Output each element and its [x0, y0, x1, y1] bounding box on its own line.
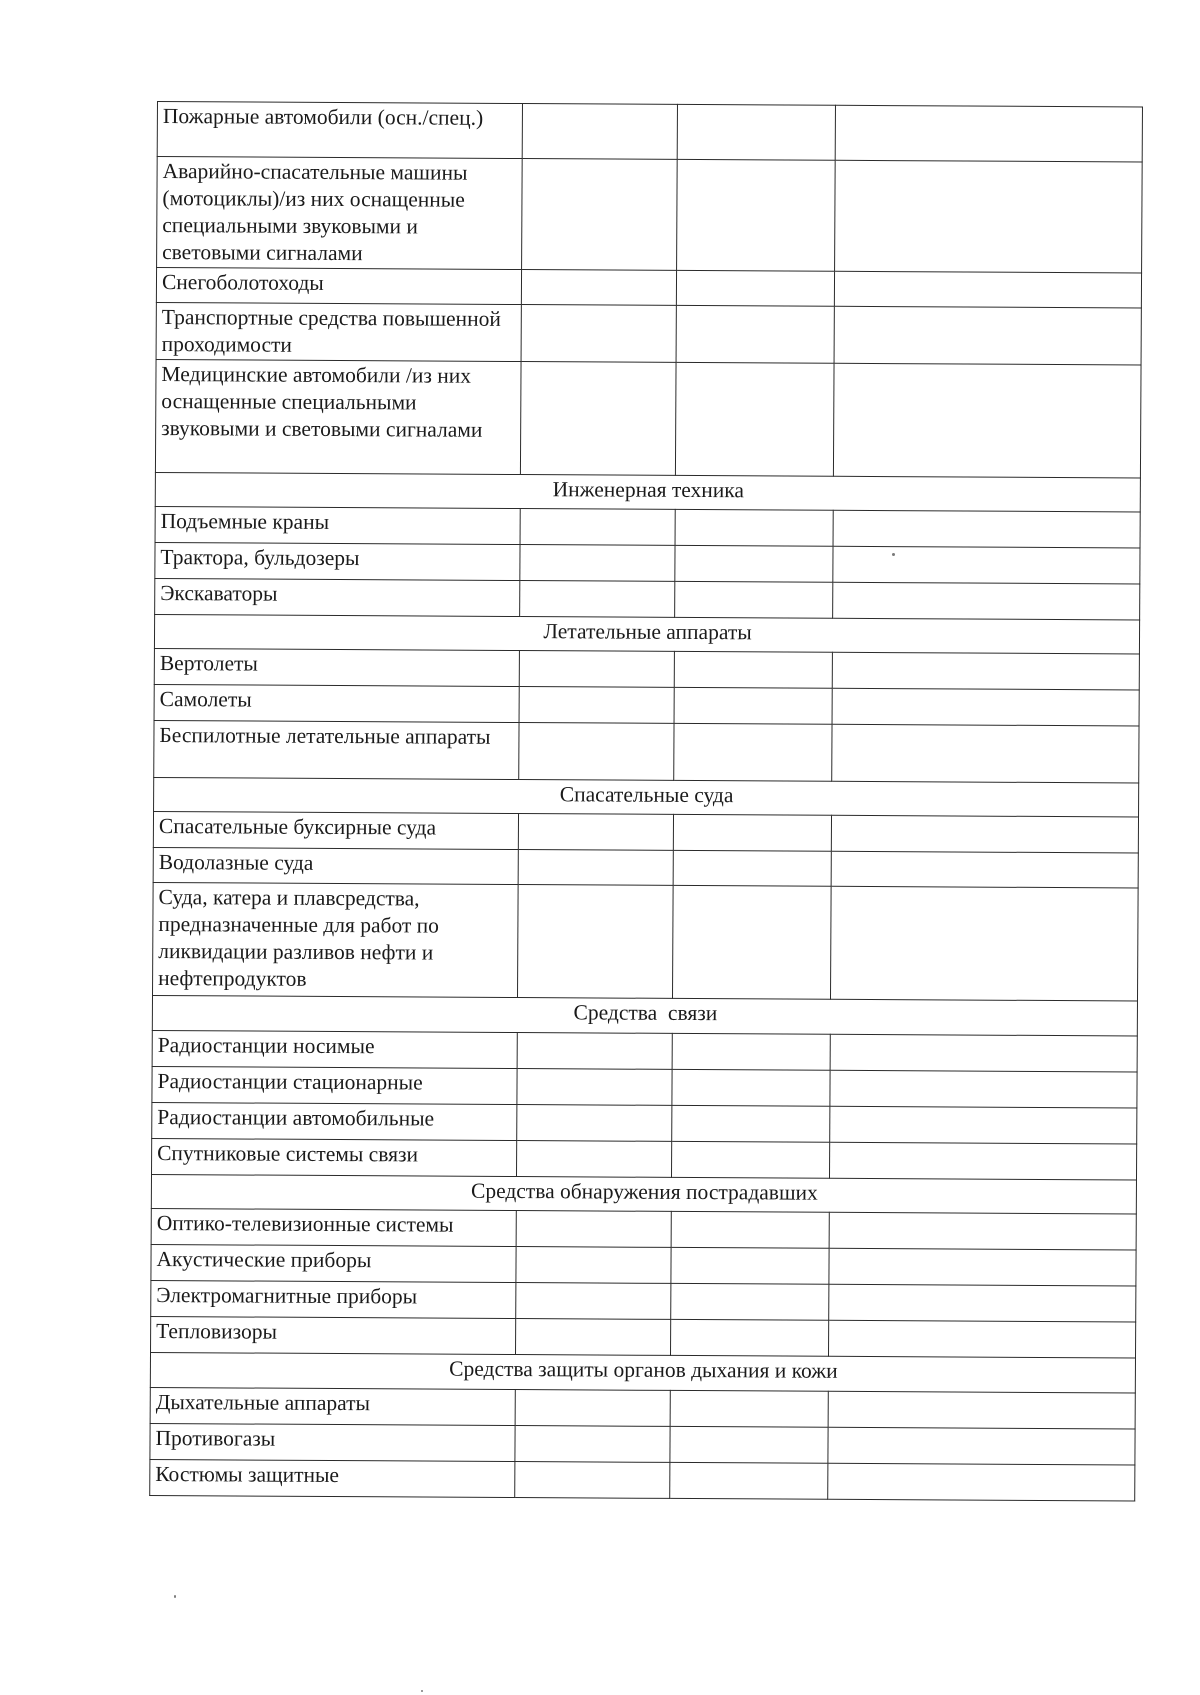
row-label: Беспилотные летательные аппараты [154, 720, 519, 779]
value-cell[interactable] [672, 885, 831, 999]
value-cell[interactable] [672, 1033, 830, 1070]
row-label: Спасательные буксирные суда [153, 811, 518, 849]
value-cell[interactable] [675, 581, 833, 618]
value-cell[interactable] [516, 1319, 671, 1356]
value-cell[interactable] [517, 1069, 672, 1106]
value-cell[interactable] [833, 546, 1140, 584]
value-cell[interactable] [516, 1211, 671, 1248]
section-header: Спасательные суда [154, 777, 1139, 817]
value-cell[interactable] [832, 652, 1139, 690]
value-cell[interactable] [519, 723, 674, 781]
value-cell[interactable] [671, 1247, 829, 1284]
table-row [157, 102, 1142, 163]
section-row [150, 1352, 1135, 1393]
table-row [154, 648, 1139, 690]
row-label: Водолазные суда [153, 847, 518, 884]
row-label: Аварийно-спасательные машины (мотоциклы)/из них оснащенные специальными звуковыми и световыми сигналами [157, 157, 523, 270]
section-row [151, 1174, 1136, 1214]
table-row [155, 359, 1141, 477]
value-cell[interactable] [832, 724, 1139, 783]
table-row [150, 1459, 1135, 1501]
table-row [156, 268, 1141, 309]
row-label: Экскаваторы [155, 578, 520, 616]
value-cell[interactable] [834, 271, 1141, 308]
value-cell[interactable] [832, 688, 1139, 726]
scan-speck [421, 1690, 423, 1692]
row-label: Костюмы защитные [150, 1459, 515, 1497]
value-cell[interactable] [675, 509, 833, 546]
value-cell[interactable] [515, 1462, 670, 1499]
value-cell[interactable] [517, 1105, 672, 1142]
value-cell[interactable] [828, 1427, 1135, 1465]
row-label: Подъемные краны [155, 506, 520, 544]
value-cell[interactable] [671, 1211, 829, 1248]
value-cell[interactable] [829, 1248, 1136, 1286]
section-header: Средства связи [152, 995, 1137, 1036]
row-label: Тепловизоры [151, 1316, 516, 1354]
row-label: Суда, катера и плавсредства, предназначенные для работ по ликвидации разливов нефти и нефтепродуктов [153, 882, 519, 997]
value-cell[interactable] [829, 1284, 1136, 1322]
value-cell[interactable] [671, 1283, 829, 1320]
value-cell[interactable] [676, 270, 834, 306]
section-header: Средства защиты органов дыхания и кожи [150, 1352, 1135, 1393]
section-row [154, 777, 1139, 817]
value-cell[interactable] [518, 814, 673, 851]
section-row [155, 472, 1140, 512]
value-cell[interactable] [828, 1463, 1135, 1501]
scan-speck [174, 1595, 176, 1598]
value-cell[interactable] [674, 651, 832, 688]
table-row [153, 811, 1138, 853]
table-row [157, 157, 1143, 273]
value-cell[interactable] [670, 1462, 828, 1499]
value-cell[interactable] [673, 850, 831, 886]
table-row [155, 578, 1140, 620]
table-row [152, 1138, 1137, 1180]
value-cell[interactable] [675, 362, 834, 476]
table-row [154, 684, 1139, 726]
table-row [152, 1030, 1137, 1072]
table-row [152, 1066, 1137, 1108]
section-row [154, 614, 1139, 654]
value-cell[interactable] [672, 1105, 830, 1142]
row-label: Снегоболотоходы [156, 268, 521, 305]
row-label: Спутниковые системы связи [152, 1138, 517, 1176]
value-cell[interactable] [830, 1106, 1137, 1144]
section-row [152, 995, 1137, 1036]
value-cell[interactable] [829, 1142, 1136, 1180]
value-cell[interactable] [831, 815, 1138, 853]
value-cell[interactable] [522, 159, 678, 271]
value-cell[interactable] [515, 1426, 670, 1463]
value-cell[interactable] [830, 1034, 1137, 1072]
section-header: Летательные аппараты [154, 614, 1139, 654]
table-row [150, 1387, 1135, 1429]
row-label: Электромагнитные приборы [151, 1280, 516, 1318]
value-cell[interactable] [521, 270, 676, 306]
row-label: Акустические приборы [151, 1244, 516, 1282]
value-cell[interactable] [520, 362, 676, 476]
value-cell[interactable] [517, 885, 673, 999]
row-label: Пожарные автомобили (осн./спец.) [157, 102, 522, 159]
row-label: Транспортные средства повышенной проходимости [156, 302, 521, 361]
table-row [151, 1316, 1136, 1358]
value-cell[interactable] [830, 886, 1138, 1001]
row-label: Самолеты [154, 684, 519, 722]
value-cell[interactable] [672, 1069, 830, 1106]
value-cell[interactable] [520, 509, 675, 546]
row-label: Радиостанции автомобильные [152, 1102, 517, 1140]
value-cell[interactable] [516, 1283, 671, 1320]
value-cell[interactable] [830, 1070, 1137, 1108]
row-label: Трактора, бульдозеры [155, 542, 520, 580]
row-label: Вертолеты [154, 648, 519, 686]
table-row [151, 1244, 1136, 1286]
value-cell[interactable] [516, 1141, 671, 1178]
value-cell[interactable] [674, 723, 832, 781]
value-cell[interactable] [674, 687, 832, 724]
value-cell[interactable] [520, 581, 675, 618]
value-cell[interactable] [670, 1426, 828, 1463]
value-cell[interactable] [673, 814, 831, 851]
scan-speck [892, 553, 895, 556]
value-cell[interactable] [520, 545, 675, 582]
table-row [153, 847, 1138, 888]
value-cell[interactable] [521, 305, 676, 363]
value-cell[interactable] [677, 104, 835, 160]
row-label: Радиостанции стационарные [152, 1066, 517, 1104]
table-row [151, 1280, 1136, 1322]
value-cell[interactable] [676, 305, 834, 363]
value-cell[interactable] [828, 1320, 1135, 1358]
value-cell[interactable] [522, 104, 677, 160]
form-sheet [149, 101, 1142, 1501]
table-row [154, 720, 1139, 783]
equipment-table [149, 101, 1143, 1501]
value-cell[interactable] [671, 1319, 829, 1356]
value-cell[interactable] [829, 1212, 1136, 1250]
value-cell[interactable] [835, 160, 1143, 273]
table-row [152, 1102, 1137, 1144]
section-header: Инженерная техника [155, 472, 1140, 512]
value-cell[interactable] [677, 159, 836, 271]
row-label: Противогазы [150, 1423, 515, 1461]
value-cell[interactable] [515, 1390, 670, 1427]
table-row [155, 542, 1140, 584]
value-cell[interactable] [833, 510, 1140, 548]
value-cell[interactable] [671, 1141, 829, 1178]
section-header: Средства обнаружения пострадавших [151, 1174, 1136, 1214]
value-cell[interactable] [675, 545, 833, 582]
value-cell[interactable] [670, 1390, 828, 1427]
row-label: Оптико-телевизионные системы [151, 1208, 516, 1246]
table-row [151, 1208, 1136, 1250]
value-cell[interactable] [516, 1247, 671, 1284]
value-cell[interactable] [517, 1033, 672, 1070]
value-cell[interactable] [519, 651, 674, 688]
row-label: Радиостанции носимые [152, 1030, 517, 1068]
value-cell[interactable] [518, 850, 673, 886]
value-cell[interactable] [833, 363, 1141, 478]
value-cell[interactable] [834, 306, 1141, 365]
table-row [155, 506, 1140, 548]
value-cell[interactable] [833, 582, 1140, 620]
row-label: Дыхательные аппараты [150, 1387, 515, 1425]
value-cell[interactable] [519, 687, 674, 724]
table-row [156, 302, 1141, 365]
value-cell[interactable] [831, 851, 1138, 888]
value-cell[interactable] [828, 1391, 1135, 1429]
row-label: Медицинские автомобили /из них оснащенные специальными звуковыми и световыми сигналами [155, 359, 521, 474]
table-row [150, 1423, 1135, 1465]
table-row [153, 882, 1139, 1000]
value-cell[interactable] [835, 105, 1142, 162]
